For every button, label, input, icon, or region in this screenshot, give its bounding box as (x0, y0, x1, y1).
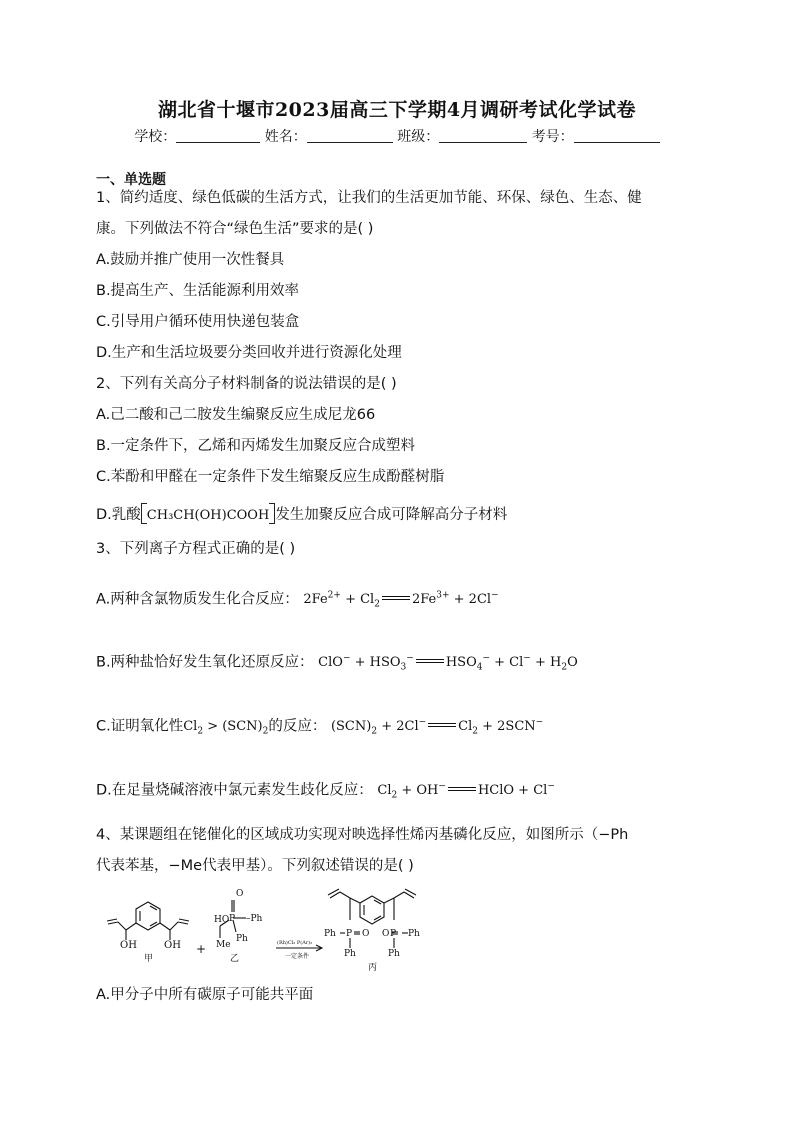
section-heading: 一、单选题 (96, 172, 166, 188)
q2-option-d[interactable] (96, 503, 507, 526)
q2-stem: 2、下列有关高分子材料制备的说法错误的是( ) (96, 376, 397, 392)
reaction-scheme-figure (96, 880, 476, 980)
q3-option-d-text: D.在足量烧碱溶液中氯元素发生歧化反应： (96, 782, 373, 799)
svg-text:OH: OH (120, 940, 137, 951)
svg-text:O: O (362, 929, 370, 939)
svg-text:P: P (390, 929, 397, 939)
q2-option-b[interactable]: B.一定条件下，乙烯和丙烯发生加聚反应合成塑料 (96, 438, 416, 454)
q2-option-a[interactable]: A.己二酸和己二胺发生编聚反应生成尼龙66 (96, 407, 376, 423)
label-bing: 丙 (368, 963, 378, 973)
svg-text:–Ph: –Ph (246, 914, 263, 924)
svg-text:Ph: Ph (236, 934, 248, 944)
q2-option-d-suffix: 发生加聚反应合成可降解高分子材料 (275, 507, 508, 523)
q1-stem-line2: 康。下列做法不符合“绿色生活”要求的是( ) (96, 221, 374, 237)
class-blank[interactable] (439, 128, 527, 143)
q3-option-b-text: B.两种盐恰好发生氧化还原反应： (96, 654, 314, 671)
svg-text:P: P (346, 929, 353, 939)
q3-option-c-relation: $Cl_2 > (SCN)_2$ (183, 719, 269, 737)
label-jia: 甲 (144, 954, 154, 964)
svg-text:OH: OH (164, 940, 181, 951)
q4-stem-line2: 代表苯基，−Me代表甲基）。下列叙述错误的是( ) (96, 858, 414, 874)
q3-stem: 3、下列离子方程式正确的是( ) (96, 541, 296, 557)
svg-text:Ph: Ph (344, 949, 356, 959)
class-label: 班级： (397, 129, 440, 145)
svg-text:Ph: Ph (408, 929, 420, 939)
plus-sign: + (196, 942, 207, 956)
page-title: 湖北省十堰市2023届高三下学期4月调研考试化学试卷 (157, 99, 637, 121)
q2-option-c[interactable]: C.苯酚和甲醛在一定条件下发生缩聚反应生成酚醛树脂 (96, 469, 445, 485)
number-blank[interactable] (574, 128, 660, 143)
svg-text:P: P (229, 914, 236, 924)
svg-text:Ph: Ph (388, 949, 400, 959)
label-yi: 乙 (230, 954, 240, 964)
arrow-condition-top: (Rh)Cl₂ P(Ar)₃ (277, 940, 313, 946)
q3-option-b-equation: $ClO^- + HSO_3^-$ $HSO_4^- + Cl^- + H_2O$ (318, 654, 578, 673)
q3-option-c-text: C.证明氧化性 (96, 718, 184, 735)
q4-option-a[interactable]: A.甲分子中所有碳原子可能共平面 (96, 987, 314, 1003)
q2-option-d-prefix: D.乳酸 (96, 507, 141, 523)
q3-option-d[interactable] (96, 777, 555, 806)
q3-option-c-mid: 的反应： (268, 718, 327, 735)
number-label: 考号： (531, 129, 574, 145)
q3-option-c-equation: $(SCN)_2 + 2Cl^-$ $Cl_2 + 2SCN^-$ (330, 718, 544, 737)
q1-stem-line1: 1、简约适度、绿色低碳的生活方式，让我们的生活更加节能、环保、绿色、生态、健 (96, 190, 642, 206)
svg-text:O: O (382, 929, 390, 939)
svg-text:Ph: Ph (324, 929, 336, 939)
q3-option-a-text: A.两种含氯物质发生化合反应： (96, 591, 299, 608)
lactic-acid-formula: CH₃CH(OH)COOH (146, 508, 270, 523)
name-label: 姓名： (264, 129, 307, 145)
q4-stem-line1: 4、某课题组在铑催化的区域成功实现对映选择性烯丙基磷化反应，如图所示（−Ph (96, 827, 629, 843)
yi-oxygen: O (236, 889, 244, 899)
svg-text:HO: HO (214, 915, 230, 925)
name-blank[interactable] (307, 128, 393, 143)
arrow-condition-bottom: 一定条件 (285, 953, 310, 960)
q1-option-c[interactable]: C.引导用户循环使用快递包装盒 (96, 314, 300, 330)
q3-option-c[interactable] (96, 713, 543, 742)
q1-option-b[interactable]: B.提高生产、生活能源利用效率 (96, 283, 300, 299)
q1-option-a[interactable]: A.鼓励并推广使用一次性餐具 (96, 252, 285, 268)
q1-option-d[interactable]: D.生产和生活垃圾要分类回收并进行资源化处理 (96, 345, 402, 361)
student-info-row (0, 126, 794, 146)
q3-option-b[interactable] (96, 649, 578, 678)
q3-option-a[interactable] (96, 586, 499, 615)
q3-option-d-equation: $Cl_2 + OH^-$ HClO + Cl− (377, 782, 555, 801)
q3-option-a-equation: $2Fe^{2+} + Cl_2$ $2Fe^{3+} + 2Cl^-$ (303, 591, 499, 610)
svg-text:Me: Me (216, 940, 231, 950)
school-blank[interactable] (176, 128, 260, 143)
school-label: 学校： (134, 129, 177, 145)
